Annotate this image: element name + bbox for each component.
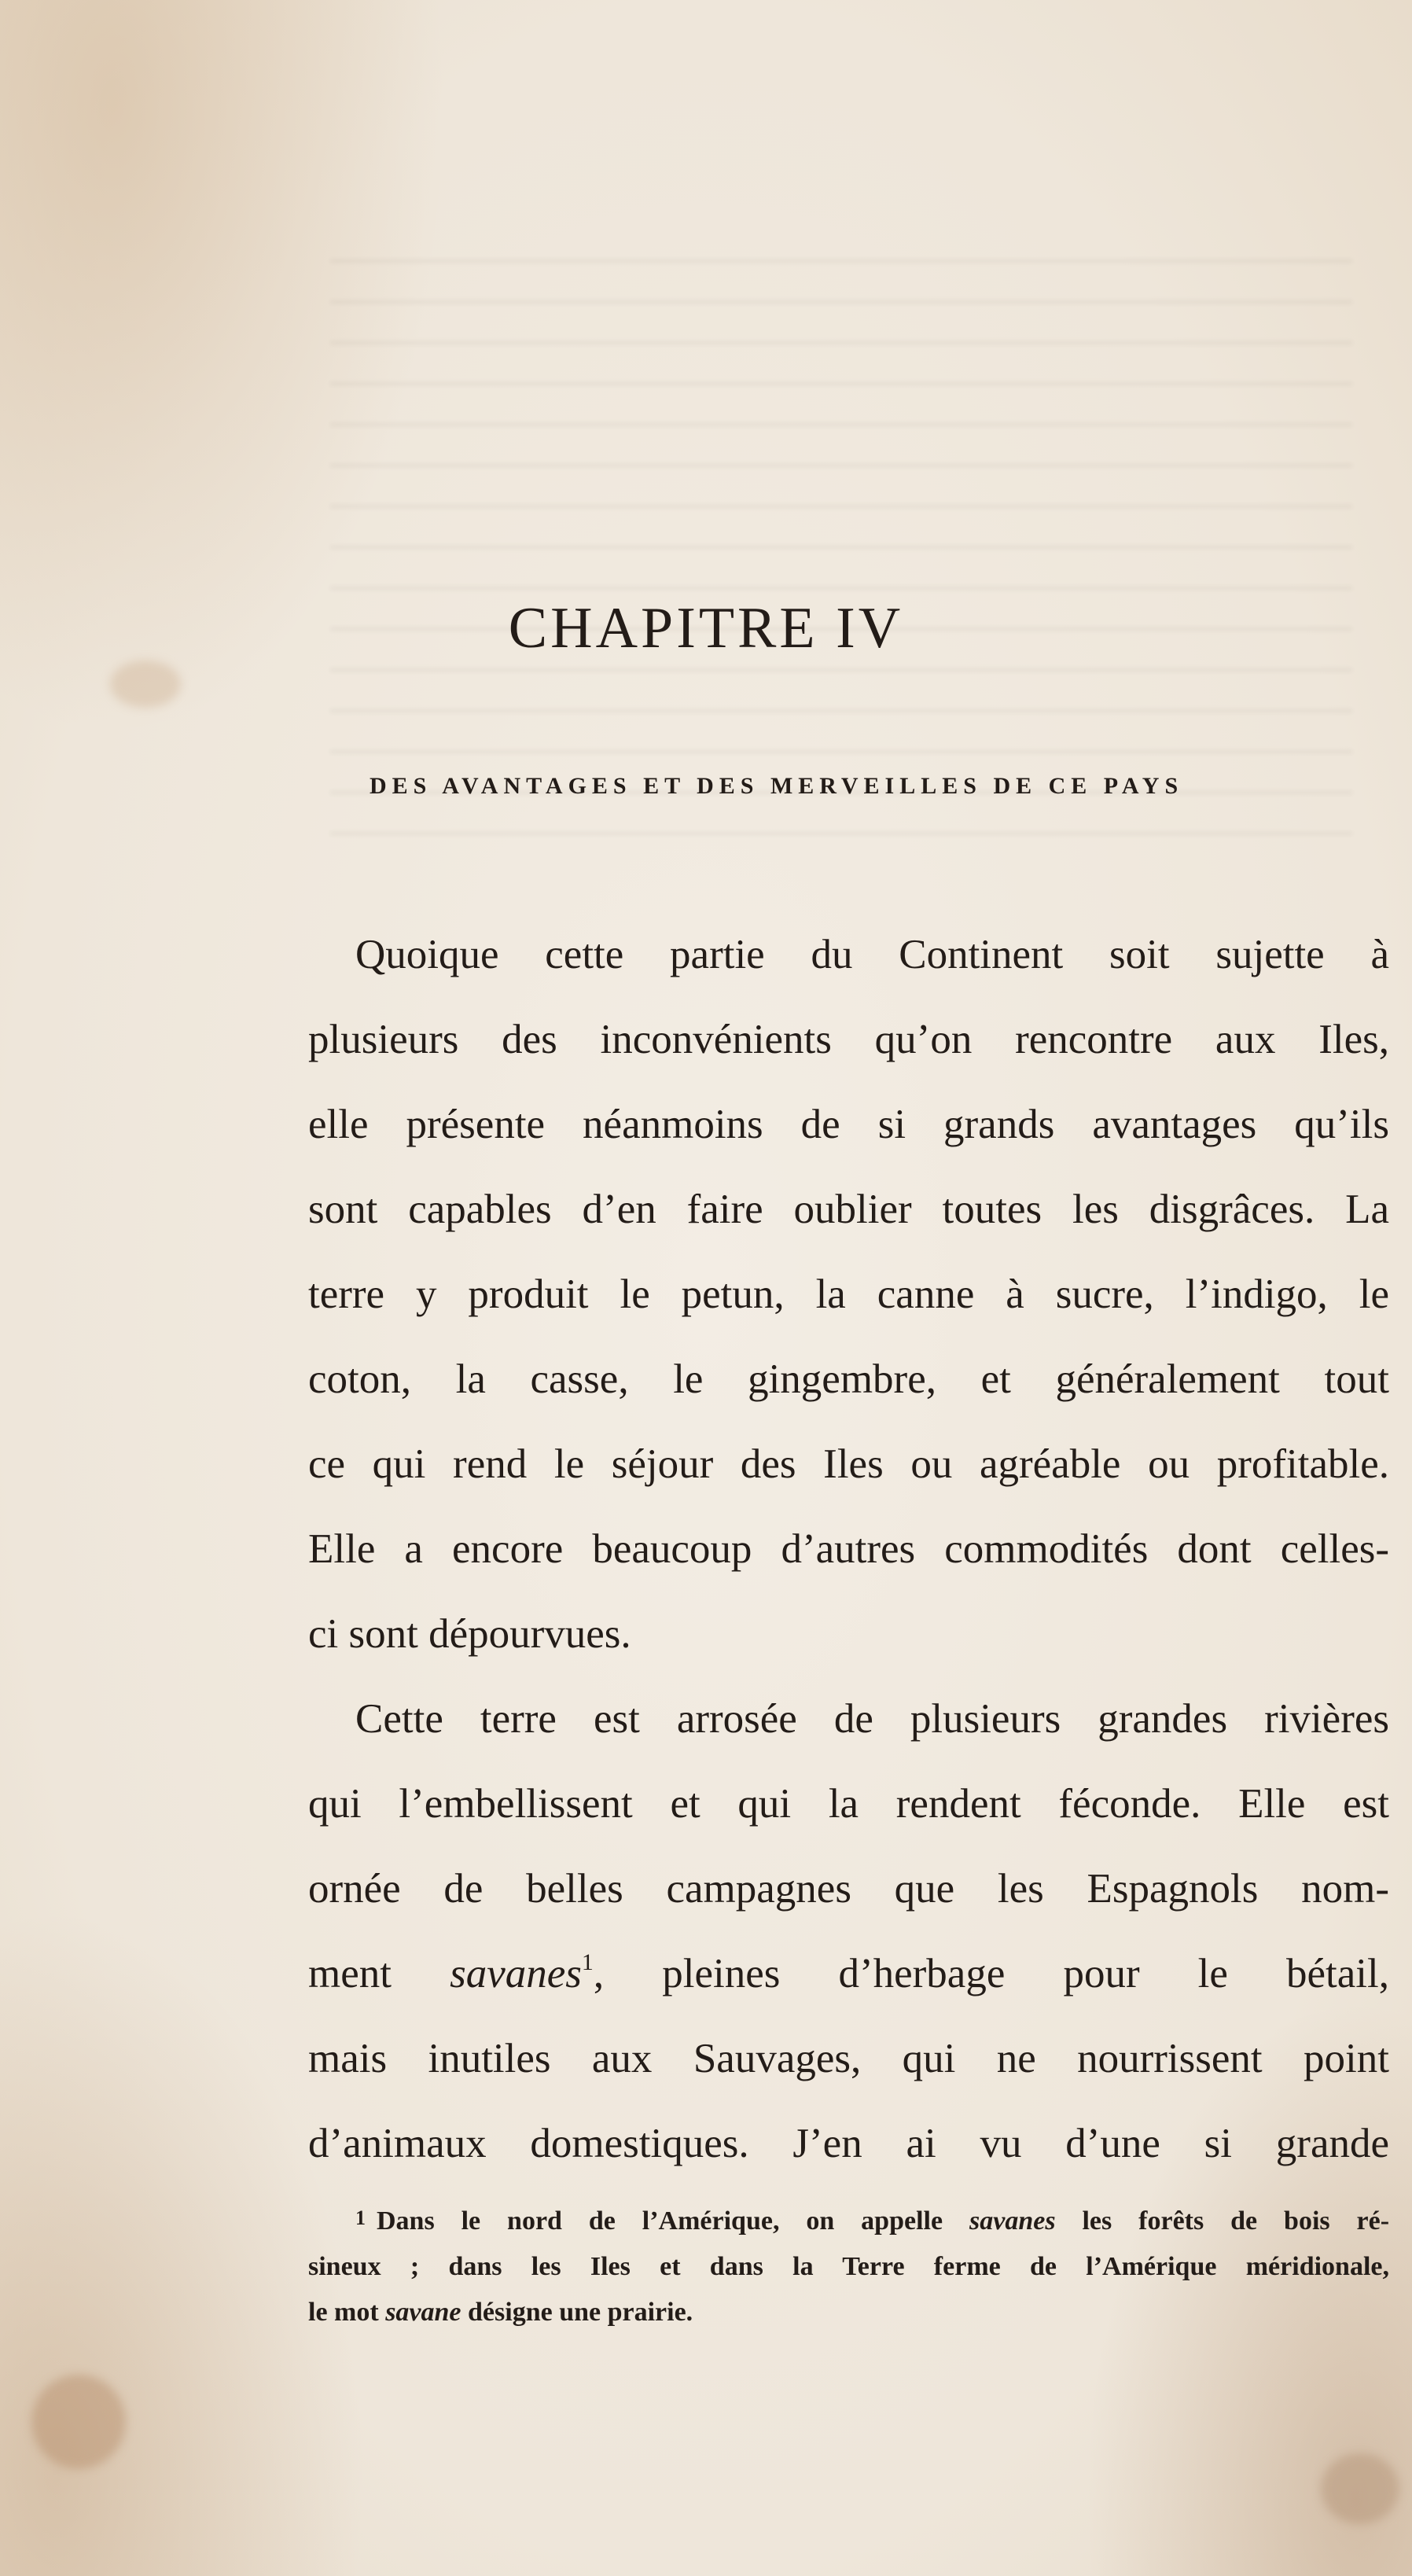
body-line: d’animaux domestiques. J’en ai vu d’une si grande <box>308 2121 1389 2166</box>
footnote-number: 1 <box>355 2206 366 2229</box>
body-line: sont capables d’en faire oublier toutes les disgrâces. La <box>308 1187 1389 1232</box>
body-line: Elle a encore beaucoup d’autres commodités dont celles- <box>308 1526 1389 1572</box>
footnote-text: Dans le nord de l’Amérique, on appelle <box>377 2206 943 2236</box>
body-line: qui l’embellissent et qui la rendent féconde. Elle est <box>308 1781 1389 1827</box>
footnote-line: sineux ; dans les Iles et dans la Terre ferme de l’Amérique méridionale, <box>308 2252 1389 2281</box>
savanes-term: savanes <box>450 1951 582 1996</box>
footnote-line <box>355 2208 1389 2235</box>
footnote-text: le mot <box>308 2298 379 2327</box>
body-text-fragment: ment <box>308 1951 392 1996</box>
body-line: Quoique cette partie du Continent soit sujette à <box>355 932 1389 977</box>
chapter-title: CHAPITRE IV <box>508 596 904 661</box>
footnote-ref: 1 <box>581 1949 594 1975</box>
body-line: mais inutiles aux Sauvages, qui ne nourrissent point <box>308 2036 1389 2081</box>
body-line: ci sont dépourvues. <box>308 1611 631 1657</box>
body-line: terre y produit le petun, la canne à sucre, l’indigo, le <box>308 1271 1389 1317</box>
body-text-fragment: , pleines d’herbage pour le bétail, <box>593 1951 1390 1996</box>
footnote-text: les forêts de bois ré- <box>1082 2206 1390 2236</box>
footnote-text: désigne une prairie. <box>468 2298 693 2327</box>
footnote-term: savane <box>385 2298 461 2327</box>
body-line: plusieurs des inconvénients qu’on rencontre aux Iles, <box>308 1017 1389 1062</box>
body-line: elle présente néanmoins de si grands avantages qu’ils <box>308 1102 1389 1147</box>
footnote-line <box>308 2299 1389 2326</box>
paper-stain <box>110 661 181 708</box>
body-line: coton, la casse, le gingembre, et généralement tout <box>308 1356 1389 1402</box>
body-line: ornée de belles campagnes que les Espagnols nom- <box>308 1866 1389 1912</box>
body-line <box>308 1949 1390 1996</box>
footnote-term: savanes <box>969 2206 1056 2236</box>
paper-stain <box>31 2375 126 2469</box>
body-line: Cette terre est arrosée de plusieurs grandes rivières <box>355 1696 1389 1742</box>
body-line: ce qui rend le séjour des Iles ou agréable ou profitable. <box>308 1441 1389 1487</box>
chapter-subtitle: DES AVANTAGES ET DES MERVEILLES DE CE PAYS <box>370 773 1184 799</box>
paper-stain <box>1321 2453 1399 2524</box>
